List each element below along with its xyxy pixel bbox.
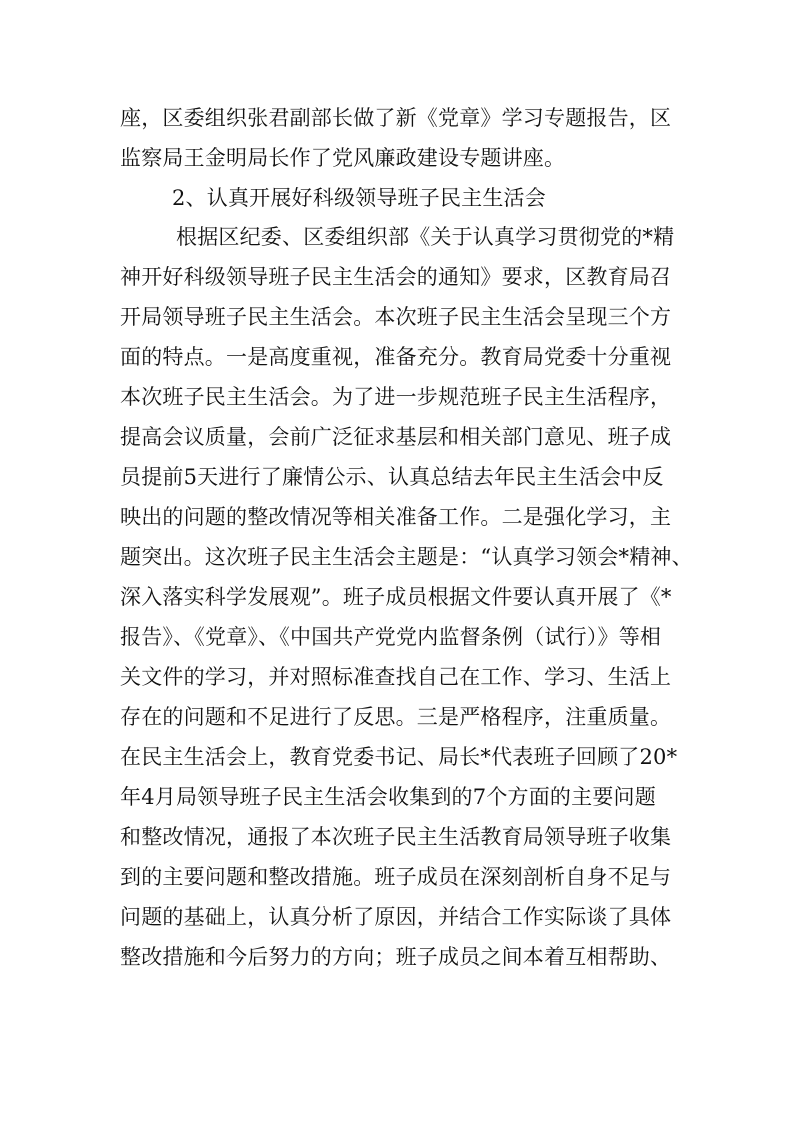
section-heading: 2、认真开展好科级领导班子民主生活会 [172,186,546,210]
text-line: 年4月局领导班子民主生活会收集到的7个方面的主要问题 [120,785,656,809]
text-line: 关文件的学习，并对照标准查找自己在工作、学习、生活上 [120,665,672,689]
text-line: 在民主生活会上，教育党委书记、局长*代表班子回顾了20* [120,745,678,769]
text-line: 神开好科级领导班子民主生活会的通知》要求，区教育局召 [120,265,672,289]
text-line: 面的特点。一是高度重视，准备充分。教育局党委十分重视 [120,345,672,369]
text-line: 开局领导班子民主生活会。本次班子民主生活会呈现三个方 [120,305,672,329]
text-line: 整改措施和今后努力的方向；班子成员之间本着互相帮助、 [120,945,672,969]
text-line: 监察局王金明局长作了党风廉政建设专题讲座。 [120,146,566,170]
text-line: 到的主要问题和整改措施。班子成员在深刻剖析自身不足与 [120,865,672,889]
text-line: 本次班子民主生活会。为了进一步规范班子民主生活程序， [120,385,672,409]
text-line: 题突出。这次班子民主生活会主题是：“认真学习领会*精神、 [120,545,693,569]
text-line: 座，区委组织张君副部长做了新《党章》学习专题报告，区 [120,106,672,130]
text-line: 员提前5天进行了廉情公示、认真总结去年民主生活会中反 [120,465,664,489]
text-line: 和整改情况，通报了本次班子民主生活教育局领导班子收集 [120,825,672,849]
text-line: 根据区纪委、区委组织部《关于认真学习贯彻党的*精 [176,225,675,249]
text-line: 深入落实科学发展观”。班子成员根据文件要认真开展了《* [120,585,672,609]
text-line: 报告》、《党章》、《中国共产党党内监督条例（试行）》等相 [120,625,662,649]
text-line: 提高会议质量，会前广泛征求基层和相关部门意见、班子成 [120,425,672,449]
text-line: 存在的问题和不足进行了反思。三是严格程序，注重质量。 [120,705,672,729]
text-line: 问题的基础上，认真分析了原因，并结合工作实际谈了具体 [120,905,672,929]
text-line: 映出的问题的整改情况等相关准备工作。二是强化学习，主 [120,505,672,529]
